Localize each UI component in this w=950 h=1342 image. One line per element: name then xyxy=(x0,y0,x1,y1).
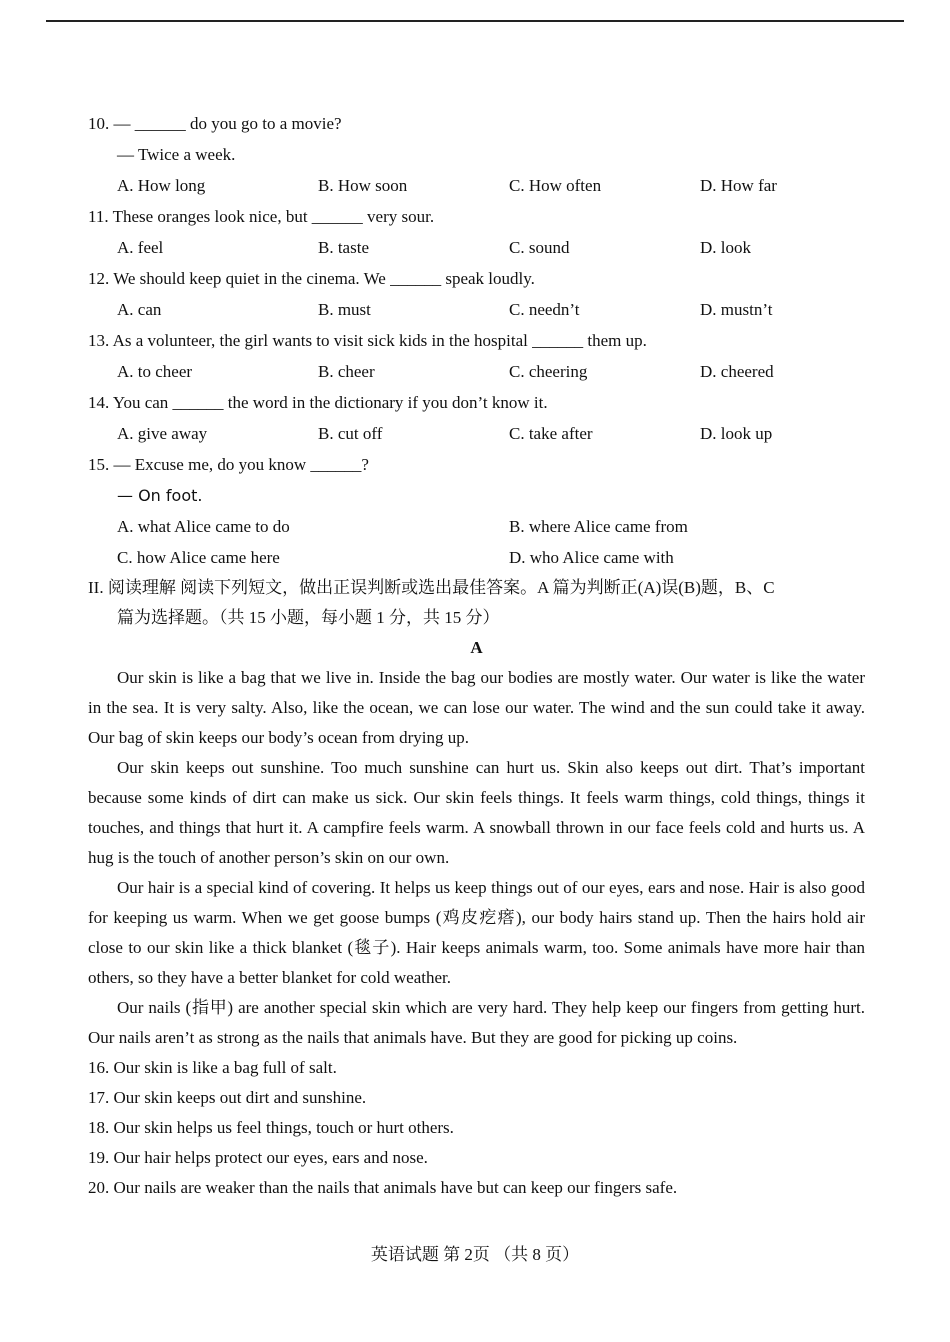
question-reply: — Twice a week. xyxy=(117,145,236,164)
section-heading xyxy=(88,573,865,633)
statement-19: 19. Our hair helps protect our eyes, ears and nose. xyxy=(88,1148,428,1167)
option-a: A. can xyxy=(117,300,162,319)
option-c: C. cheering xyxy=(509,362,588,381)
question-10 xyxy=(88,108,865,201)
passage-paragraph-4: Our nails (指甲) are another special skin which are very hard. They help keep our fingers from getting hurt. Our nails aren’t as strong as the nails that animals have. But they are good for picking up coins. xyxy=(88,998,865,1047)
statement-16: 16. Our skin is like a bag full of salt. xyxy=(88,1058,337,1077)
question-reply: — On foot. xyxy=(117,486,203,505)
option-c: C. How often xyxy=(509,176,602,195)
option-c: C. take after xyxy=(509,424,593,443)
option-d: D. look xyxy=(700,238,751,257)
question-14 xyxy=(88,387,865,449)
section-heading-line-2: 篇为选择题。（共 15 小题，每小题 1 分，共 15 分） xyxy=(117,608,500,627)
option-b: B. where Alice came from xyxy=(509,517,688,536)
option-b: B. must xyxy=(318,300,371,319)
page-footer: 英语试题 第 2页 （共 8 页） xyxy=(370,1245,580,1264)
question-stem: These oranges look nice, but ______ very sour. xyxy=(112,207,435,226)
statement-18: 18. Our skin helps us feel things, touch or hurt others. xyxy=(88,1118,454,1137)
passage-paragraph-1: Our skin is like a bag that we live in. Inside the bag our bodies are mostly water. Our water is like the water in the sea. It is very salty. Also, like the ocean, we can lose our water. The wind and the sun could take it away. Our bag of skin keeps our body’s ocean from drying up. xyxy=(88,668,865,747)
option-a: A. what Alice came to do xyxy=(117,517,290,536)
question-stem: As a volunteer, the girl wants to visit sick kids in the hospital ______ them up. xyxy=(112,331,647,350)
question-number: 13. xyxy=(88,331,110,350)
option-d: D. How far xyxy=(700,176,777,195)
option-a: A. to cheer xyxy=(117,362,193,381)
option-d: D. who Alice came with xyxy=(509,548,674,567)
option-a: A. How long xyxy=(117,176,206,195)
question-15 xyxy=(88,449,865,573)
question-stem: — Excuse me, do you know ______? xyxy=(113,455,369,474)
option-b: B. cheer xyxy=(318,362,375,381)
option-d: D. look up xyxy=(700,424,773,443)
statement-17: 17. Our skin keeps out dirt and sunshine. xyxy=(88,1088,367,1107)
option-d: D. cheered xyxy=(700,362,774,381)
exam-content xyxy=(88,108,865,1203)
question-number: 14. xyxy=(88,393,110,412)
question-number: 15. xyxy=(88,455,110,474)
question-11 xyxy=(88,201,865,263)
option-b: B. taste xyxy=(318,238,369,257)
option-c: C. needn’t xyxy=(509,300,580,319)
header-rule xyxy=(46,20,904,22)
option-a: A. feel xyxy=(117,238,164,257)
passage-title: A xyxy=(470,638,483,657)
option-b: B. How soon xyxy=(318,176,408,195)
passage-paragraph-3: Our hair is a special kind of covering. It helps us keep things out of our eyes, ears and nose. Hair is also good for keeping us warm. When we get goose bumps (鸡皮疙瘩), our body hairs stand up. Then the hairs hold air close to our skin like a thick blanket (毯子). Hair keeps animals warm, too. Some animals have more hair than others, so they have a better blanket for cold weather. xyxy=(88,878,865,987)
section-heading-line-1: II. 阅读理解 阅读下列短文，做出正误判断或选出最佳答案。A 篇为判断正(A)误(B)题，B、C xyxy=(88,578,775,597)
question-number: 10. xyxy=(88,114,110,133)
question-12 xyxy=(88,263,865,325)
option-a: A. give away xyxy=(117,424,208,443)
statement-20: 20. Our nails are weaker than the nails that animals have but can keep our fingers safe. xyxy=(88,1178,678,1197)
option-b: B. cut off xyxy=(318,424,383,443)
option-c: C. sound xyxy=(509,238,570,257)
question-number: 11. xyxy=(88,207,109,226)
question-stem: — ______ do you go to a movie? xyxy=(113,114,342,133)
question-number: 12. xyxy=(88,269,110,288)
question-stem: You can ______ the word in the dictionary if you don’t know it. xyxy=(112,393,548,412)
option-c: C. how Alice came here xyxy=(117,548,280,567)
option-d: D. mustn’t xyxy=(700,300,773,319)
question-stem: We should keep quiet in the cinema. We ______ speak loudly. xyxy=(113,269,535,288)
question-13 xyxy=(88,325,865,387)
passage-paragraph-2: Our skin keeps out sunshine. Too much sunshine can hurt us. Skin also keeps out dirt. That’s important because some kinds of dirt can make us sick. Our skin feels things. It feels warm things, cold things, things it touches, and things that hurt it. A campfire feels warm. A snowball thrown in our face feels cold and hurts us. A hug is the touch of another person’s skin on our own. xyxy=(88,758,865,867)
